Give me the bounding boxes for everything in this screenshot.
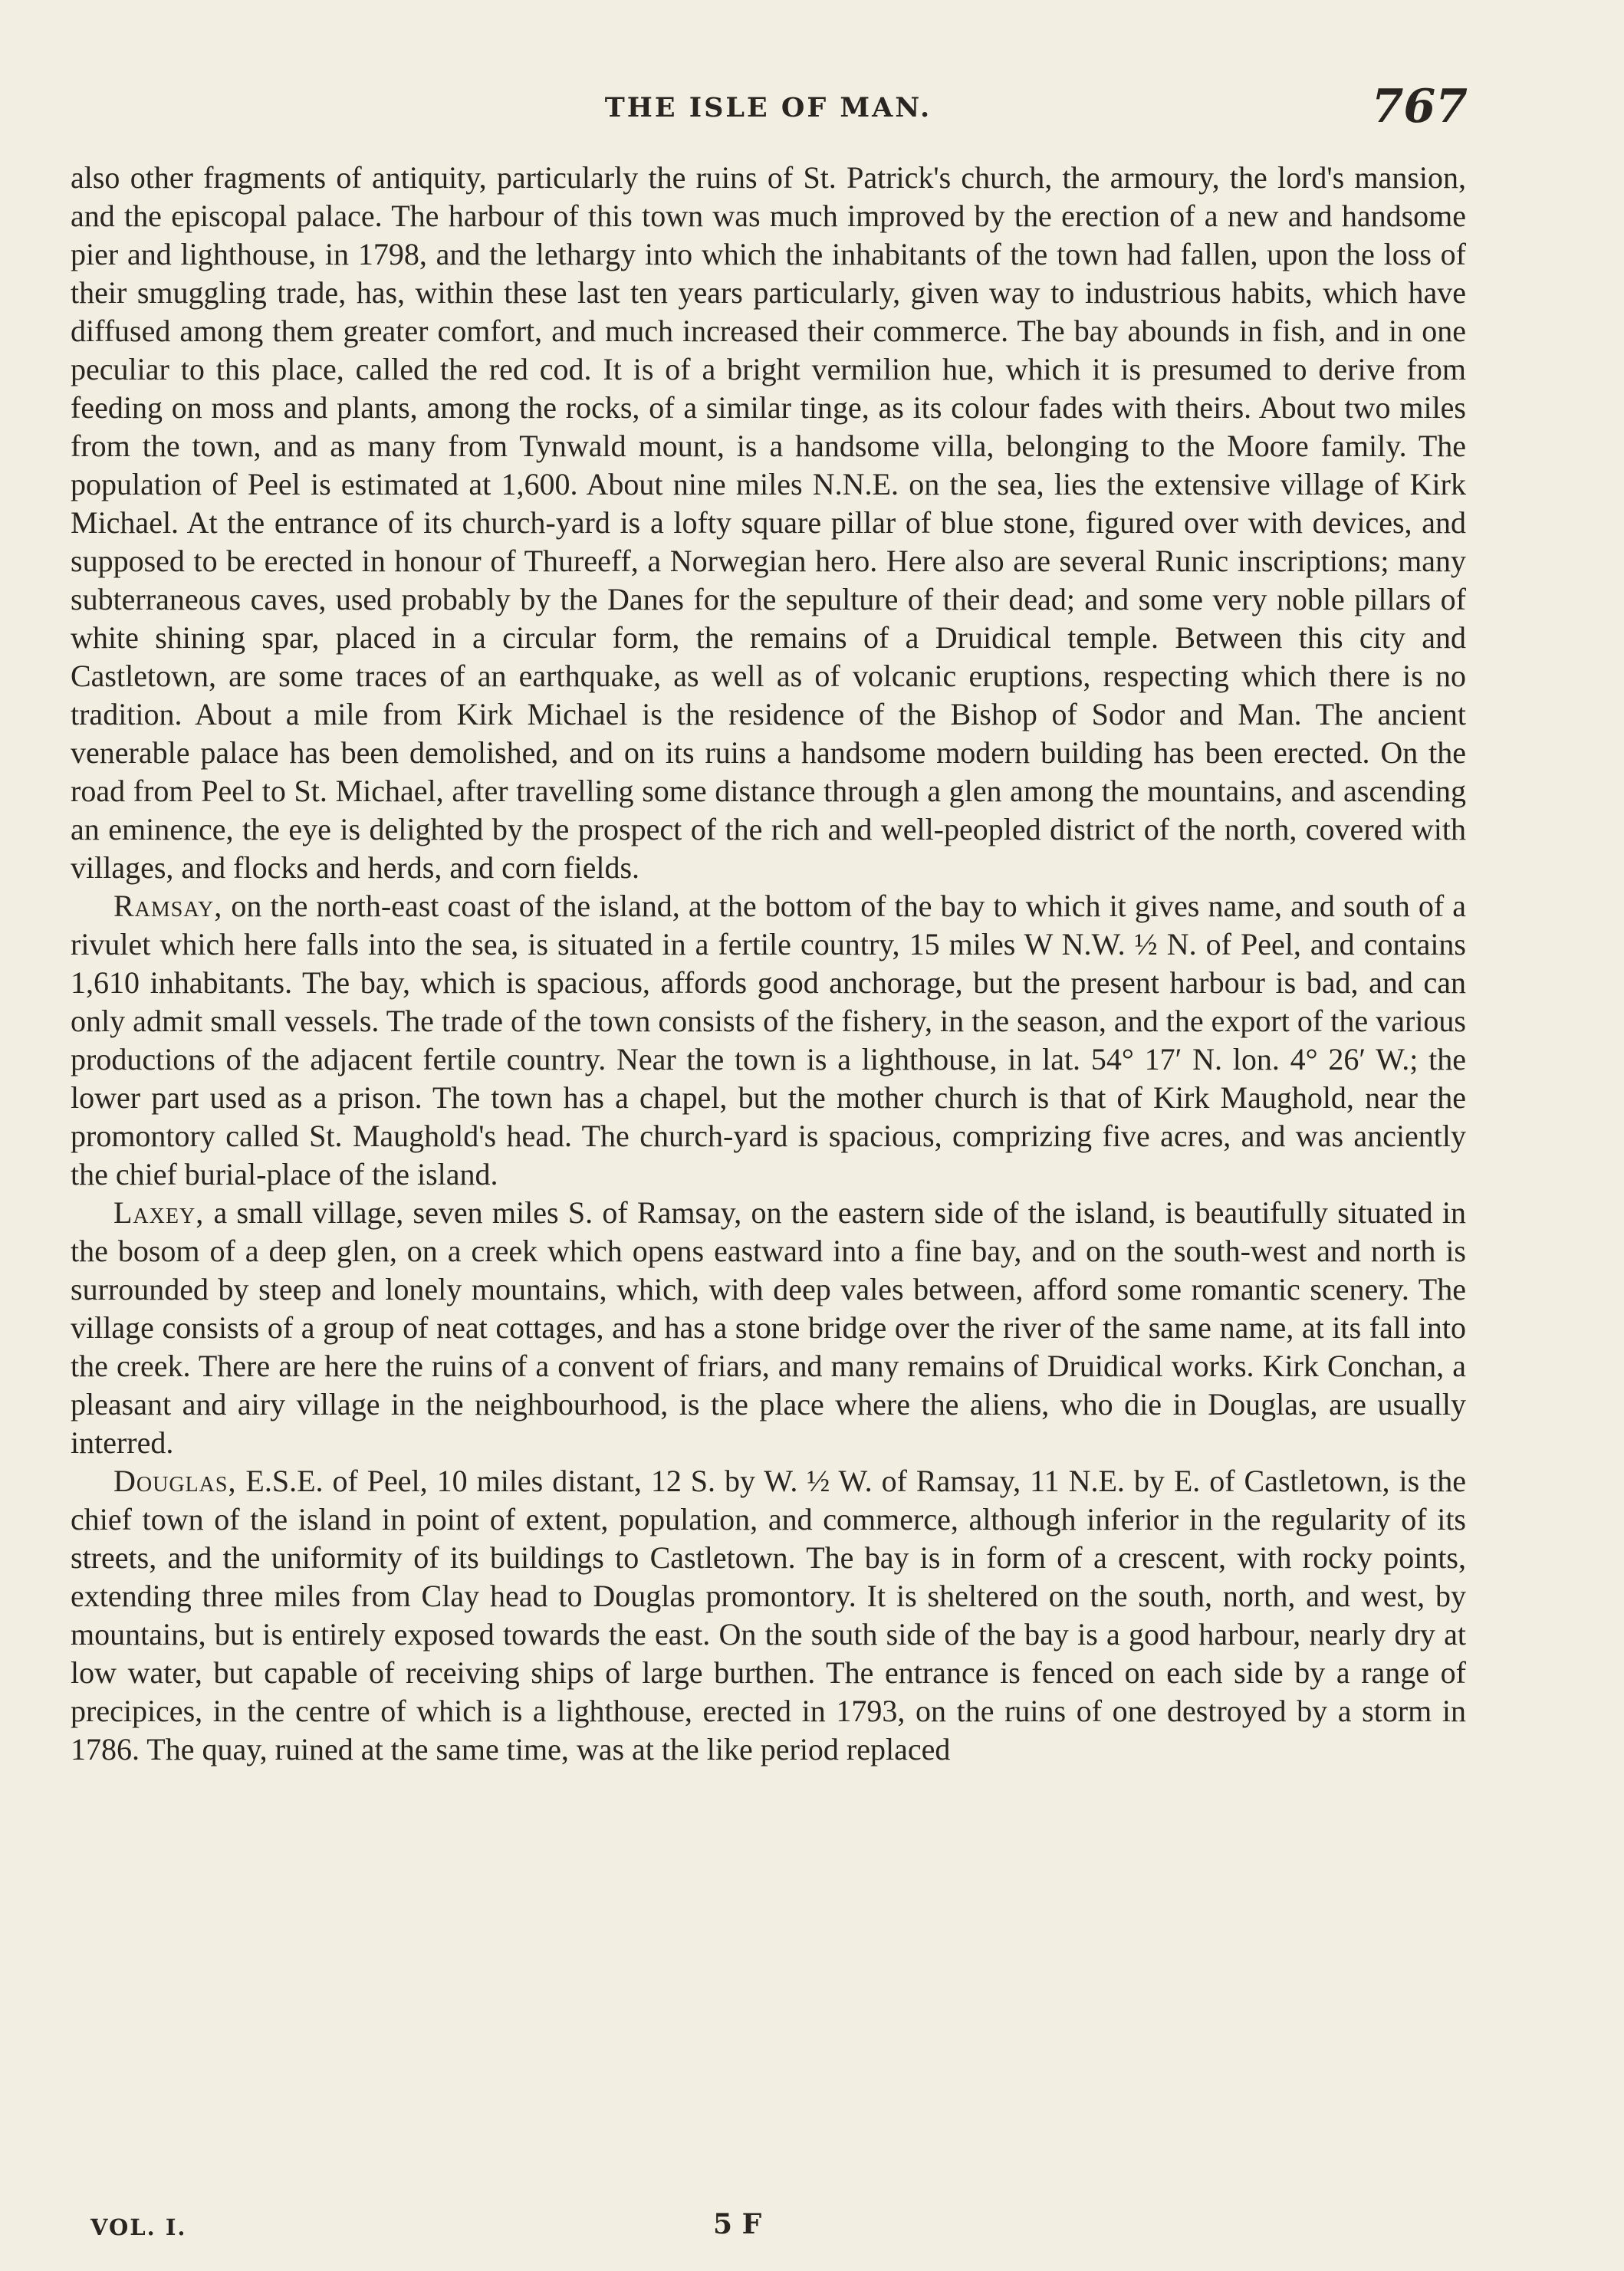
signature-mark: 5 F — [713, 2208, 762, 2240]
paragraph-text: E.S.E. of Peel, 10 miles distant, 12 S. by W. ½ W. of Ramsay, 11 N.E. by E. of Castletown, is the chief town of the island in point of extent, population, and commerce, although inferior in the regularity of its streets, and the uniformity of its buildings to Castletown. The bay is in form of a crescent, with rocky points, extending three miles from Clay head to Douglas promontory. It is sheltered on the south, north, and west, by mountains, but is entirely exposed towards the east. On the south side of the bay is a good harbour, nearly dry at low water, but capable of receiving ships of large burthen. The entrance is fenced on each side by a range of precipices, in the centre of which is a lighthouse, erected in 1793, on the ruins of one destroyed by a storm in 1786. The quay, ruined at the same time, was at the like period replaced — [71, 1464, 1466, 1767]
paragraph-peel-continued — [71, 159, 1466, 887]
page-number: 767 — [1371, 80, 1468, 133]
volume-label: VOL. I. — [90, 2214, 187, 2240]
paragraph-laxey — [71, 1194, 1466, 1462]
paragraph-text: a small village, seven miles S. of Ramsay, on the eastern side of the island, is beautifully situated in the bosom of a deep glen, on a creek which opens eastward into a fine bay, and on the south-west and north is surrounded by steep and lonely mountains, which, with deep vales between, afford some romantic scenery. The village consists of a group of neat cottages, and has a stone bridge over the river of the same name, at its fall into the creek. There are here the ruins of a convent of friars, and many remains of Druidical works. Kirk Conchan, a pleasant and airy village in the neighbourhood, is the place where the aliens, who die in Douglas, are usually interred. — [71, 1195, 1466, 1460]
page-footer — [90, 2208, 857, 2245]
body-text — [71, 159, 1466, 1769]
place-heading-douglas: Douglas, — [113, 1464, 237, 1498]
running-head-title: THE ISLE OF MAN. — [604, 92, 932, 123]
place-heading-ramsay: Ramsay, — [113, 889, 223, 923]
paragraph-ramsay — [71, 887, 1466, 1194]
paragraph-douglas — [71, 1462, 1466, 1769]
paragraph-text: also other fragments of antiquity, particularly the ruins of St. Patrick's church, the armoury, the lord's mansion, and the episcopal palace. The harbour of this town was much improved by the erection of a new and handsome pier and lighthouse, in 1798, and the lethargy into which the inhabitants of the town had fallen, upon the loss of their smuggling trade, has, within these last ten years particularly, given way to industrious habits, which have diffused among them greater comfort, and much increased their commerce. The bay abounds in fish, and in one peculiar to this place, called the red cod. It is of a bright vermilion hue, which it is presumed to derive from feeding on moss and plants, among the rocks, of a similar tinge, as its colour fades with theirs. About two miles from the town, and as many from Tynwald mount, is a handsome villa, belonging to the Moore family. The population of Peel is estimated at 1,600. About nine miles N.N.E. on the sea, lies the extensive village of Kirk Michael. At the entrance of its church-yard is a lofty square pillar of blue stone, figured over with devices, and supposed to be erected in honour of Thureeff, a Norwegian hero. Here also are several Runic inscriptions; many subterraneous caves, used probably by the Danes for the sepulture of their dead; and some very noble pillars of white shining spar, placed in a circular form, the remains of a Druidical temple. Between this city and Castletown, are some traces of an earthquake, as well as of volcanic eruptions, respecting which there is no tradition. About a mile from Kirk Michael is the residence of the Bishop of Sodor and Man. The ancient venerable palace has been demolished, and on its ruins a handsome modern building has been erected. On the road from Peel to St. Michael, after travelling some distance through a glen among the mountains, and ascending an eminence, the eye is delighted by the prospect of the rich and well-peopled district of the north, covered with villages, and flocks and herds, and corn fields. — [71, 160, 1466, 885]
page-header — [71, 80, 1468, 140]
place-heading-laxey: Laxey, — [113, 1195, 205, 1230]
paragraph-text: on the north-east coast of the island, at the bottom of the bay to which it gives name, and south of a rivulet which here falls into the sea, is situated in a fertile country, 15 miles W N.W. ½ N. of Peel, and contains 1,610 inhabitants. The bay, which is spacious, affords good anchorage, but the present harbour is bad, and can only admit small vessels. The trade of the town consists of the fishery, in the season, and the export of the various productions of the adjacent fertile country. Near the town is a lighthouse, in lat. 54° 17′ N. lon. 4° 26′ W.; the lower part used as a prison. The town has a chapel, but the mother church is that of Kirk Maughold, near the promontory called St. Maughold's head. The church-yard is spacious, comprizing five acres, and was anciently the chief burial-place of the island. — [71, 889, 1466, 1191]
